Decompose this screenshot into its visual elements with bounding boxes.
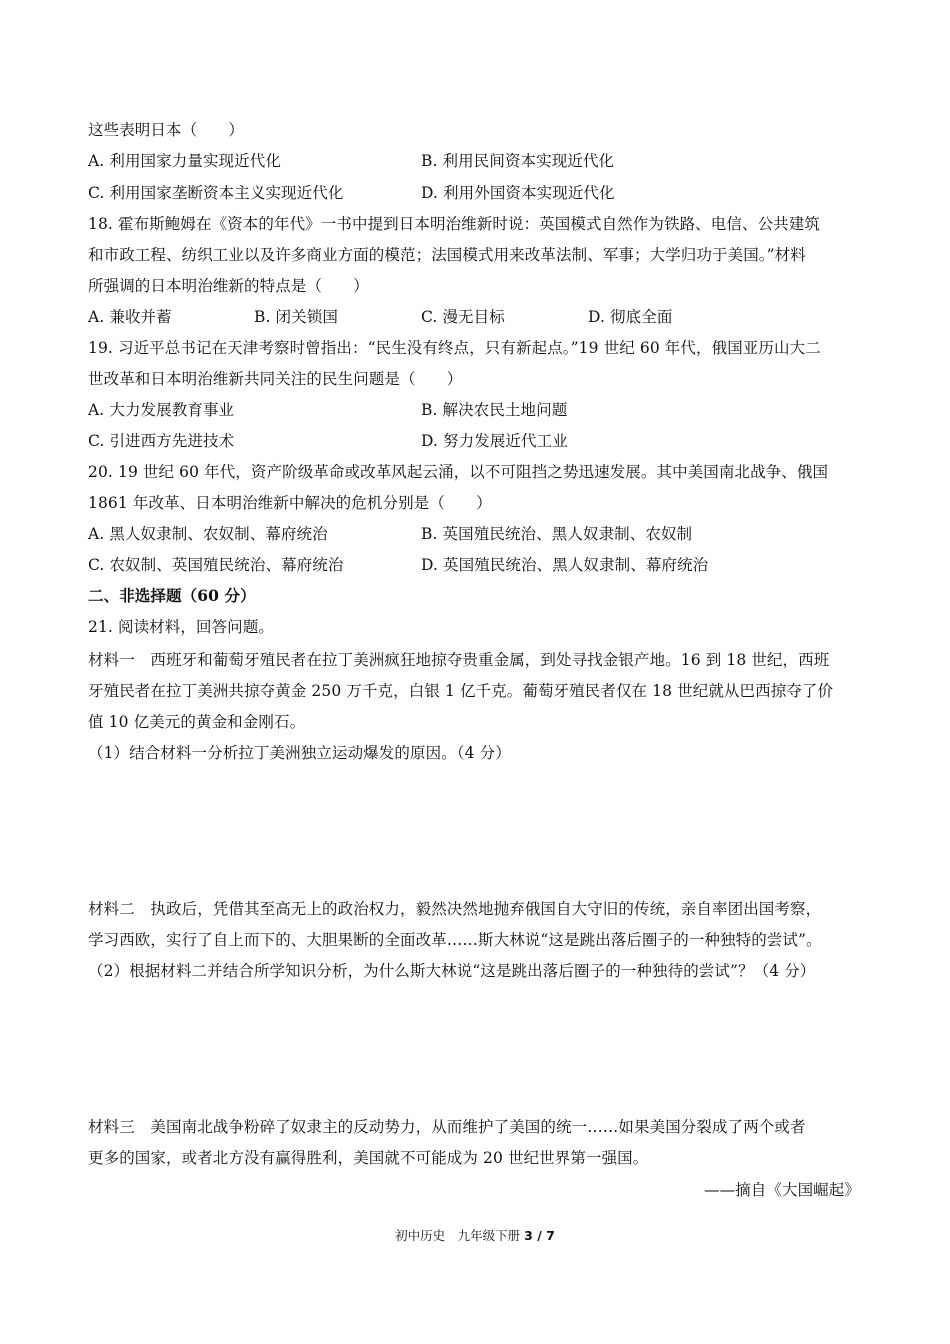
text-line: ——摘自《大国崛起》 — [703, 1181, 860, 1199]
text-line: 所强调的日本明治维新的特点是（ ） — [88, 277, 369, 295]
footer-subject: 初中历史 九年级下册 — [395, 1228, 521, 1243]
text-line: D. 英国殖民统治、黑人奴隶制、幕府统治 — [421, 556, 709, 574]
text-line: A. 兼收并蓄 — [88, 308, 172, 326]
text-line: B. 英国殖民统治、黑人奴隶制、农奴制 — [421, 525, 693, 543]
text-line: 和市政工程、纺织工业以及许多商业方面的模范；法国模式用来改革法制、军事；大学归功于美国。”材料 — [88, 246, 806, 264]
text-line: 学习西欧，实行了自上而下的、大胆果断的全面改革……斯大林说“这是跳出落后圈子的一种独特的尝试”。 — [88, 931, 822, 949]
page-footer — [0, 1228, 950, 1244]
text-line: （2）根据材料二并结合所学知识分析，为什么斯大林说“这是跳出落后圈子的一种独待的尝试”？（4 分） — [88, 962, 816, 980]
text-line: D. 努力发展近代工业 — [421, 432, 568, 450]
text-line: 值 10 亿美元的黄金和金刚石。 — [88, 713, 306, 731]
text-line: C. 引进西方先进技术 — [88, 432, 235, 450]
page-number: 3 / 7 — [524, 1228, 555, 1243]
text-line: D. 彻底全面 — [588, 308, 673, 326]
text-line: D. 利用外国资本实现近代化 — [421, 184, 615, 202]
text-line: C. 漫无目标 — [421, 308, 505, 326]
text-line: A. 黑人奴隶制、农奴制、幕府统治 — [88, 525, 328, 543]
text-line: B. 解决农民土地问题 — [421, 401, 568, 419]
text-line: 牙殖民者在拉丁美洲共掠夺黄金 250 万千克，白银 1 亿千克。葡萄牙殖民者仅在 18 世纪就从巴西掠夺了价 — [88, 682, 834, 700]
text-line: 20. 19 世纪 60 年代，资产阶级革命或改革风起云涌，以不可阻挡之势迅速发展。其中美国南北战争、俄国 — [88, 463, 829, 481]
text-line: 二、非选择题（60 分） — [88, 586, 256, 605]
text-line: 更多的国家，或者北方没有赢得胜利，美国就不可能成为 20 世纪世界第一强国。 — [88, 1149, 649, 1167]
text-line: 材料三 美国南北战争粉碎了奴隶主的反动势力，从而维护了美国的统一……如果美国分裂成了两个或者 — [88, 1118, 806, 1136]
text-line: C. 农奴制、英国殖民统治、幕府统治 — [88, 556, 344, 574]
text-line: 18. 霍布斯鲍姆在《资本的年代》一书中提到日本明治维新时说：英国模式自然作为铁路、电信、公共建筑 — [88, 215, 820, 233]
text-line: 19. 习近平总书记在天津考察时曾指出：“民生没有终点，只有新起点。”19 世纪 60 年代，俄国亚历山大二 — [88, 339, 821, 357]
text-line: 21. 阅读材料，回答问题。 — [88, 618, 274, 636]
text-line: A. 大力发展教育事业 — [88, 401, 235, 419]
text-line: 世改革和日本明治维新共同关注的民生问题是（ ） — [88, 370, 463, 388]
text-line: 这些表明日本（ ） — [88, 121, 245, 139]
text-line: B. 利用民间资本实现近代化 — [421, 152, 615, 170]
text-line: 1861 年改革、日本明治维新中解决的危机分别是（ ） — [88, 494, 492, 512]
text-line: （1）结合材料一分析拉丁美洲独立运动爆发的原因。（4 分） — [88, 744, 511, 762]
text-line: A. 利用国家力量实现近代化 — [88, 152, 281, 170]
text-line: B. 闭关锁国 — [254, 308, 338, 326]
text-line: 材料一 西班牙和葡萄牙殖民者在拉丁美洲疯狂地掠夺贵重金属，到处寻找金银产地。16 到 18 世纪，西班 — [88, 651, 830, 669]
text-line: C. 利用国家垄断资本主义实现近代化 — [88, 184, 344, 202]
text-line: 材料二 执政后，凭借其至高无上的政治权力，毅然决然地抛弃俄国自大守旧的传统，亲自率团出国考察， — [88, 900, 822, 918]
